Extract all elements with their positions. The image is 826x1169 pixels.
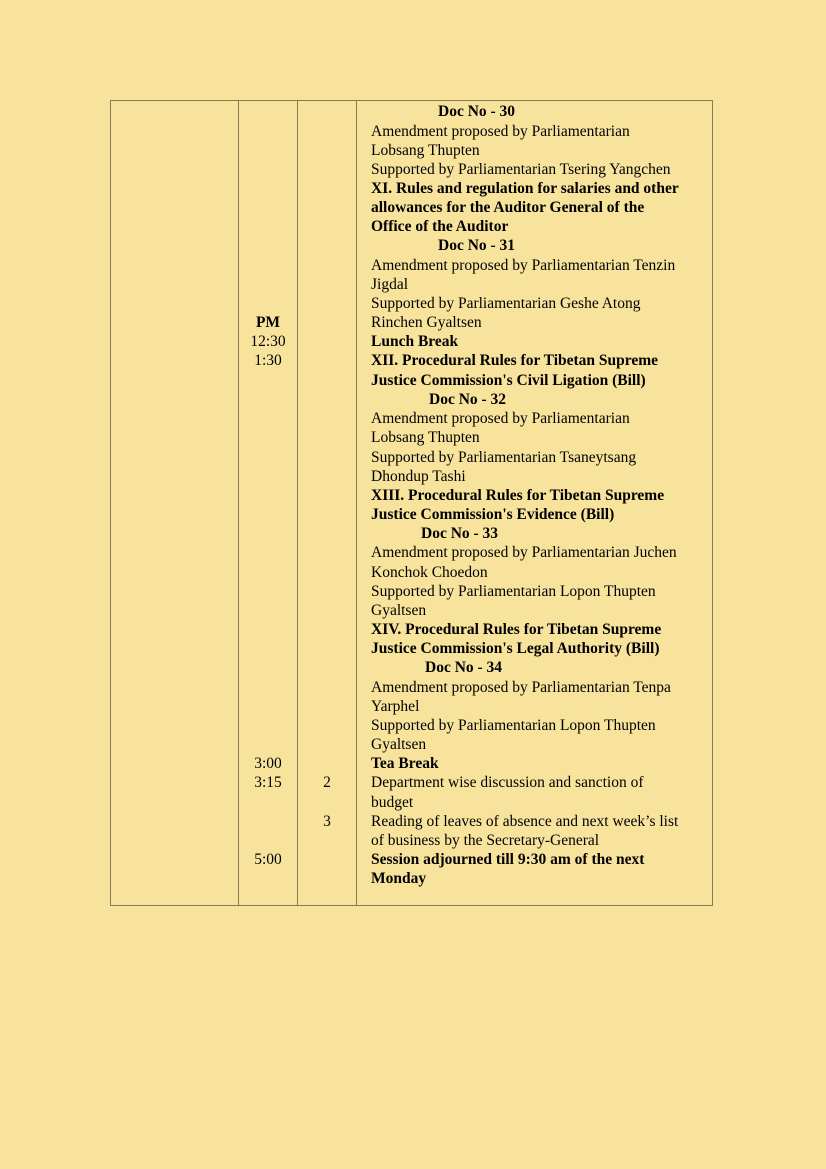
table-row xyxy=(111,101,713,906)
amendment-34-line2: Yarphel xyxy=(371,698,420,715)
doc-no-34: Doc No - 34 xyxy=(425,659,503,676)
item-number-column xyxy=(298,101,357,906)
time-300: 3:00 xyxy=(254,755,282,772)
session-adjourned-line1: Session adjourned till 9:30 am of the next xyxy=(371,851,645,868)
support-32-line2: Dhondup Tashi xyxy=(371,468,466,485)
support-33-line2: Gyaltsen xyxy=(371,602,427,619)
support-32-line1: Supported by Parliamentarian Tsaneytsang xyxy=(371,449,637,466)
budget-discussion-line1: Department wise discussion and sanction of xyxy=(371,774,644,791)
time-315: 3:15 xyxy=(254,774,282,791)
support-30: Supported by Parliamentarian Tsering Yangchen xyxy=(371,161,671,178)
support-33-line1: Supported by Parliamentarian Lopon Thupten xyxy=(371,583,656,600)
session-adjourned-line2: Monday xyxy=(371,870,427,887)
budget-discussion-line2: budget xyxy=(371,794,414,811)
amendment-30-line1: Amendment proposed by Parliamentarian xyxy=(371,123,630,140)
doc-no-31: Doc No - 31 xyxy=(438,237,516,254)
lunch-break: Lunch Break xyxy=(371,333,459,350)
amendment-31-line2: Jigdal xyxy=(371,276,409,293)
item-xi-line3: Office of the Auditor xyxy=(371,218,509,235)
support-34-line2: Gyaltsen xyxy=(371,736,427,753)
leave-reading-line1: Reading of leaves of absence and next week’s list xyxy=(371,813,679,830)
item-number-2: 2 xyxy=(323,774,331,791)
pm-label: PM xyxy=(255,314,281,331)
agenda-column xyxy=(357,101,713,906)
item-xiv-line1: XIV. Procedural Rules for Tibetan Supreme xyxy=(371,621,662,638)
amendment-33-line1: Amendment proposed by Parliamentarian Juchen xyxy=(371,544,677,561)
doc-no-33: Doc No - 33 xyxy=(421,525,499,542)
item-xiii-line2: Justice Commission's Evidence (Bill) xyxy=(371,506,615,523)
time-500: 5:00 xyxy=(254,851,282,868)
amendment-30-line2: Lobsang Thupten xyxy=(371,142,480,159)
tea-break: Tea Break xyxy=(371,755,439,772)
item-xii-line1: XII. Procedural Rules for Tibetan Supreme xyxy=(371,352,659,369)
support-34-line1: Supported by Parliamentarian Lopon Thupten xyxy=(371,717,656,734)
item-xii-line2: Justice Commission's Civil Ligation (Bill) xyxy=(371,372,646,389)
amendment-33-line2: Konchok Choedon xyxy=(371,564,488,581)
amendment-32-line1: Amendment proposed by Parliamentarian xyxy=(371,410,630,427)
time-1230: 12:30 xyxy=(250,333,286,350)
doc-no-32: Doc No - 32 xyxy=(429,391,507,408)
time-column xyxy=(239,101,298,906)
item-xi-line2: allowances for the Auditor General of the xyxy=(371,199,645,216)
item-xiv-line2: Justice Commission's Legal Authority (Bill) xyxy=(371,640,660,657)
doc-no-30: Doc No - 30 xyxy=(438,103,516,120)
amendment-32-line2: Lobsang Thupten xyxy=(371,429,480,446)
agenda-table xyxy=(110,100,713,906)
leave-reading-line2: of business by the Secretary-General xyxy=(371,832,600,849)
item-xi-line1: XI. Rules and regulation for salaries and other xyxy=(371,180,679,197)
time-130: 1:30 xyxy=(254,352,282,369)
item-xiii-line1: XIII. Procedural Rules for Tibetan Supreme xyxy=(371,487,665,504)
support-31-line2: Rinchen Gyaltsen xyxy=(371,314,482,331)
item-number-3: 3 xyxy=(323,813,331,830)
support-31-line1: Supported by Parliamentarian Geshe Atong xyxy=(371,295,641,312)
date-column xyxy=(111,101,239,906)
amendment-31-line1: Amendment proposed by Parliamentarian Tenzin xyxy=(371,257,676,274)
amendment-34-line1: Amendment proposed by Parliamentarian Tenpa xyxy=(371,679,671,696)
